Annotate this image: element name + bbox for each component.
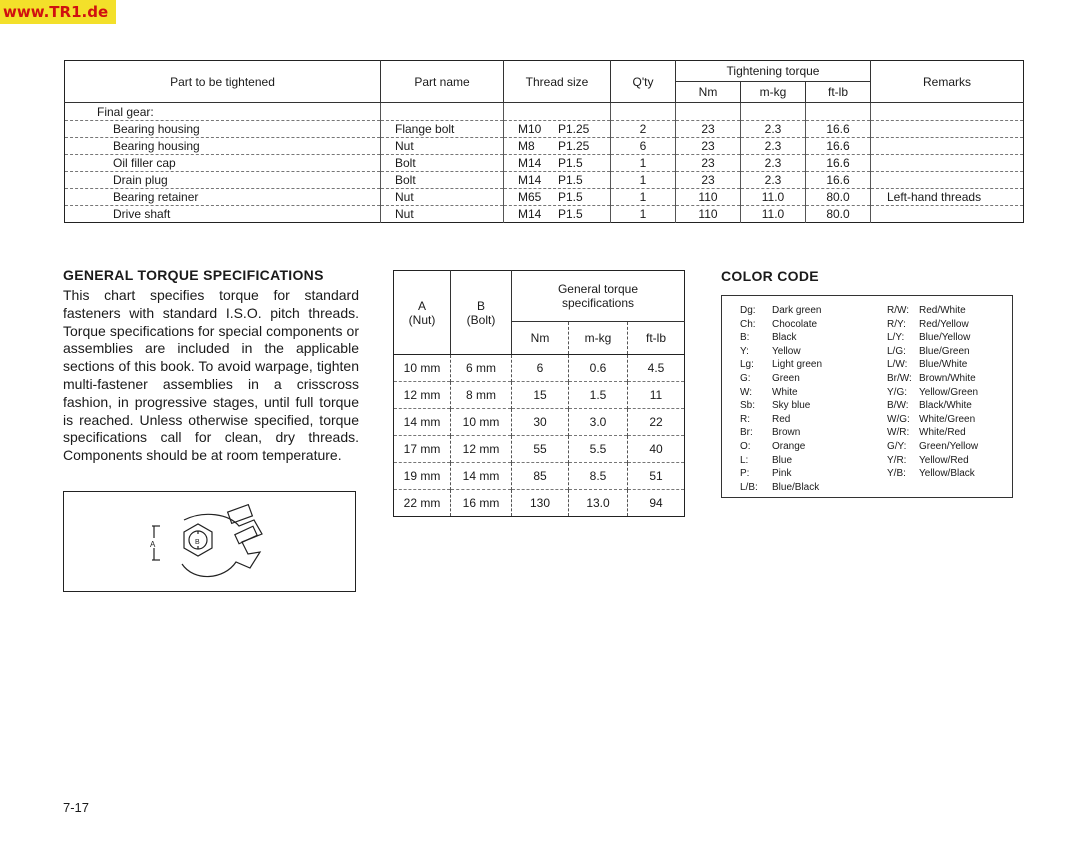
color-code-entry: W: White xyxy=(740,386,798,398)
cell-part-name: Nut xyxy=(381,206,504,223)
cell-mkg: 2.3 xyxy=(741,155,806,172)
cell-part: Drain plug xyxy=(65,172,381,189)
general-cell-mkg: 8.5 xyxy=(569,463,628,490)
general-cell-nm: 130 xyxy=(512,490,569,517)
wrench-nut-bolt-icon xyxy=(64,492,354,590)
color-code-entry: G: Green xyxy=(740,372,800,384)
cell-ftlb: 80.0 xyxy=(806,206,871,223)
color-code-entry: Dg: Dark green xyxy=(740,305,822,316)
diagram-label-b: B xyxy=(195,539,200,546)
cell-qty: 6 xyxy=(611,138,676,155)
color-code-heading: COLOR CODE xyxy=(721,268,819,284)
cell-nm: 23 xyxy=(676,138,741,155)
cell-qty: 1 xyxy=(611,172,676,189)
color-code-entry: L/G: Blue/Green xyxy=(887,345,970,357)
cell-qty: 1 xyxy=(611,206,676,223)
final-gear-row xyxy=(65,121,1024,138)
cell-thread-size: M10 P1.25 xyxy=(504,121,611,138)
final-gear-row xyxy=(65,138,1024,155)
header-nut: A (Nut) xyxy=(394,271,451,355)
general-cell-ftlb: 11 xyxy=(628,382,685,409)
header-gen-nm: Nm xyxy=(512,322,569,355)
color-code-entry: P: Pink xyxy=(740,468,792,480)
general-cell-a: 12 mm xyxy=(394,382,451,409)
color-code-entry: Lg: Light green xyxy=(740,359,823,371)
color-code-entry: R: Red xyxy=(740,413,791,425)
cell-ftlb: 16.6 xyxy=(806,121,871,138)
cell-mkg: 2.3 xyxy=(741,138,806,155)
general-torque-row xyxy=(394,490,685,517)
general-torque-row xyxy=(394,382,685,409)
cell-ftlb: 16.6 xyxy=(806,172,871,189)
header-gen-ftlb: ft-lb xyxy=(628,322,685,355)
header-general-spec: General torque specifications xyxy=(512,271,685,322)
cell-remarks xyxy=(871,121,1024,138)
general-torque-heading: GENERAL TORQUE SPECIFICATIONS xyxy=(63,267,324,283)
cell-part-name: Flange bolt xyxy=(381,121,504,138)
cell-part-name: Bolt xyxy=(381,155,504,172)
cell-remarks xyxy=(871,206,1024,223)
cell-nm: 110 xyxy=(676,189,741,206)
cell-thread-size: M14 P1.5 xyxy=(504,172,611,189)
general-cell-b: 8 mm xyxy=(451,382,512,409)
color-code-entry: W/G: White/Green xyxy=(887,413,976,425)
header-remarks: Remarks xyxy=(871,61,1024,103)
general-cell-b: 6 mm xyxy=(451,355,512,382)
color-code-entry: B: Black xyxy=(740,332,797,344)
general-cell-ftlb: 51 xyxy=(628,463,685,490)
header-nm: Nm xyxy=(676,82,741,103)
color-code-entry: R/Y: Red/Yellow xyxy=(887,318,969,330)
cell-part-name: Bolt xyxy=(381,172,504,189)
color-code-entry: L: Blue xyxy=(740,454,793,466)
color-code-left-column xyxy=(740,304,822,494)
color-code-entry: W/R: White/Red xyxy=(887,427,966,439)
cell-nm: 23 xyxy=(676,121,741,138)
general-torque-row xyxy=(394,355,685,382)
cell-thread-size: M14 P1.5 xyxy=(504,155,611,172)
page-number: 7-17 xyxy=(63,800,90,815)
cell-qty: 2 xyxy=(611,121,676,138)
cell-remarks xyxy=(871,155,1024,172)
cell-qty: 1 xyxy=(611,155,676,172)
cell-thread-size: M14 P1.5 xyxy=(504,206,611,223)
color-code-entry: Y/R: Yellow/Red xyxy=(887,454,969,466)
general-cell-ftlb: 40 xyxy=(628,436,685,463)
color-code-entry: Sb: Sky blue xyxy=(740,400,811,412)
cell-remarks xyxy=(871,138,1024,155)
color-code-right-column xyxy=(887,304,978,481)
cell-mkg: 11.0 xyxy=(741,189,806,206)
cell-part: Bearing housing xyxy=(65,138,381,155)
group-label: Final gear: xyxy=(65,103,381,121)
final-gear-torque-table xyxy=(64,60,1024,223)
general-cell-mkg: 13.0 xyxy=(569,490,628,517)
general-torque-paragraph: This chart specifies torque for standard fasteners with standard I.S.O. pitch threads. Torque specifications for special components or assemblies are included in the applicable sections of this book. To avoid warpage, tighten multi-fastener assemblies in a crisscross fashion, in progressive stages, until full torque is reached. Unless otherwise specified, torque specifications call for clean, dry threads. Components should be at room temperature. xyxy=(63,287,359,464)
cell-mkg: 2.3 xyxy=(741,121,806,138)
cell-part-name: Nut xyxy=(381,138,504,155)
final-gear-row xyxy=(65,206,1024,223)
color-code-entry: Y/B: Yellow/Black xyxy=(887,468,975,480)
header-thread-size: Thread size xyxy=(504,61,611,103)
general-torque-row xyxy=(394,409,685,436)
general-torque-table xyxy=(393,270,685,517)
cell-mkg: 2.3 xyxy=(741,172,806,189)
general-torque-row xyxy=(394,436,685,463)
general-cell-a: 10 mm xyxy=(403,361,441,375)
cell-remarks: Left-hand threads xyxy=(871,189,1024,206)
general-cell-nm: 15 xyxy=(512,382,569,409)
header-bolt: B (Bolt) xyxy=(451,271,512,355)
cell-part: Bearing retainer xyxy=(65,189,381,206)
cell-mkg: 11.0 xyxy=(741,206,806,223)
general-cell-a: 17 mm xyxy=(394,436,451,463)
color-code-entry: Y/G: Yellow/Green xyxy=(887,386,979,398)
general-cell-mkg: 0.6 xyxy=(569,355,628,382)
general-cell-mkg: 3.0 xyxy=(569,409,628,436)
general-cell-b: 14 mm xyxy=(451,463,512,490)
color-code-entry: Br/W: Brown/White xyxy=(887,372,976,384)
cell-thread-size: M8 P1.25 xyxy=(504,138,611,155)
general-cell-nm: 55 xyxy=(512,436,569,463)
cell-part: Drive shaft xyxy=(65,206,381,223)
general-cell-b: 10 mm xyxy=(451,409,512,436)
header-tightening-torque: Tightening torque xyxy=(676,61,871,82)
general-cell-a: 14 mm xyxy=(394,409,451,436)
cell-ftlb: 80.0 xyxy=(806,189,871,206)
color-code-entry: G/Y: Green/Yellow xyxy=(887,440,979,452)
general-cell-b: 12 mm xyxy=(451,436,512,463)
general-cell-ftlb: 22 xyxy=(628,409,685,436)
header-mkg: m-kg xyxy=(741,82,806,103)
final-gear-row xyxy=(65,155,1024,172)
wrench-diagram xyxy=(63,491,356,592)
color-code-entry: R/W: Red/White xyxy=(887,305,966,316)
cell-remarks xyxy=(871,172,1024,189)
general-cell-nm: 85 xyxy=(512,463,569,490)
final-gear-row xyxy=(65,189,1024,206)
header-part-name: Part name xyxy=(381,61,504,103)
general-cell-nm: 30 xyxy=(512,409,569,436)
cell-nm: 110 xyxy=(676,206,741,223)
cell-ftlb: 16.6 xyxy=(806,155,871,172)
general-cell-mkg: 5.5 xyxy=(569,436,628,463)
general-cell-ftlb: 94 xyxy=(628,490,685,517)
color-code-entry: O: Orange xyxy=(740,440,806,452)
color-code-entry: L/W: Blue/White xyxy=(887,359,968,371)
header-ftlb: ft-lb xyxy=(806,82,871,103)
general-cell-ftlb: 4.5 xyxy=(628,355,685,382)
cell-qty: 1 xyxy=(611,189,676,206)
general-cell-a: 19 mm xyxy=(394,463,451,490)
color-code-entry: Ch: Chocolate xyxy=(740,318,818,330)
watermark-link[interactable]: www.TR1.de xyxy=(0,0,116,24)
cell-thread-size: M65 P1.5 xyxy=(504,189,611,206)
general-torque-row xyxy=(394,463,685,490)
cell-part-name: Nut xyxy=(381,189,504,206)
final-gear-row xyxy=(65,172,1024,189)
header-qty: Q'ty xyxy=(611,61,676,103)
general-cell-mkg: 1.5 xyxy=(569,382,628,409)
color-code-entry: L/B: Blue/Black xyxy=(740,481,820,493)
cell-part: Oil filler cap xyxy=(65,155,381,172)
header-gen-mkg: m-kg xyxy=(569,322,628,355)
color-code-entry: Y: Yellow xyxy=(740,345,801,357)
general-cell-a: 22 mm xyxy=(394,490,451,517)
cell-nm: 23 xyxy=(676,155,741,172)
cell-part: Bearing housing xyxy=(65,121,381,138)
general-cell-b: 16 mm xyxy=(451,490,512,517)
header-part: Part to be tightened xyxy=(65,61,381,103)
diagram-label-a: A xyxy=(150,540,156,549)
cell-ftlb: 16.6 xyxy=(806,138,871,155)
color-code-box xyxy=(721,295,1013,498)
color-code-entry: Br: Brown xyxy=(740,427,801,439)
color-code-entry: B/W: Black/White xyxy=(887,400,972,412)
cell-nm: 23 xyxy=(676,172,741,189)
color-code-entry: L/Y: Blue/Yellow xyxy=(887,332,971,344)
general-cell-nm: 6 xyxy=(512,355,569,382)
